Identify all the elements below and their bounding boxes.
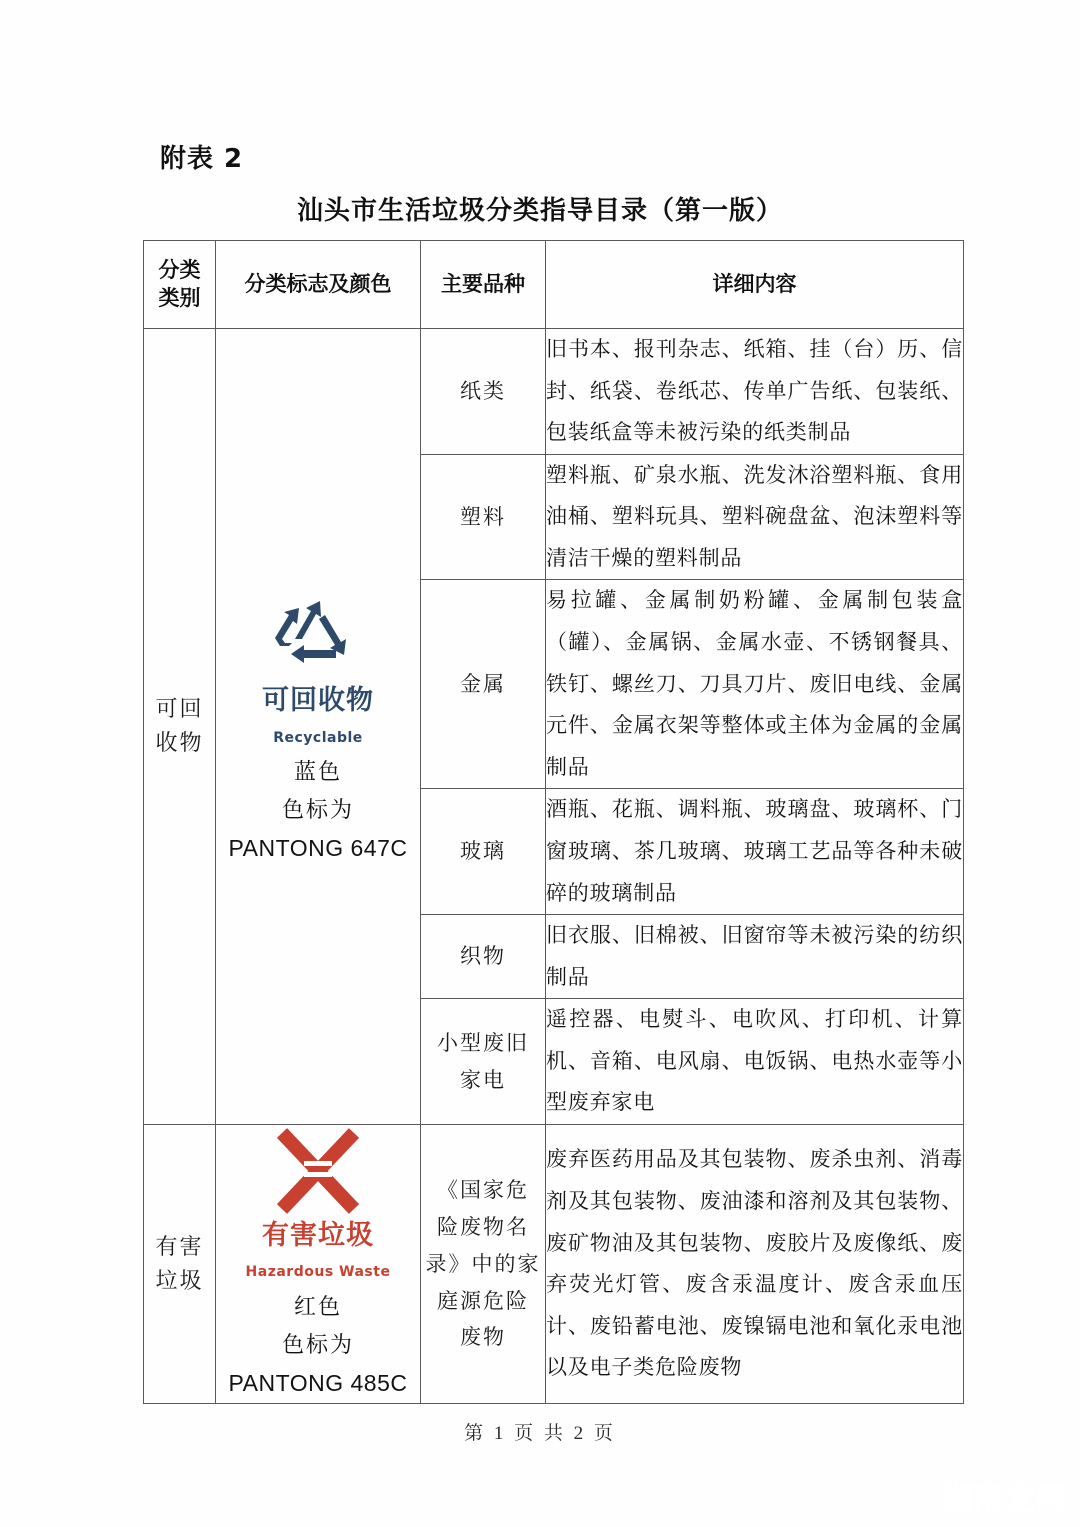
header-category — [144, 241, 216, 329]
kind-line: 纸类 — [460, 378, 506, 403]
mark-cell-recyclable — [216, 329, 421, 1125]
table-row — [144, 1124, 964, 1403]
header-category-line1: 分类 — [158, 257, 201, 282]
table-row — [144, 329, 964, 455]
detail-cell: 旧衣服、旧棉被、旧窗帘等未被污染的纺织制品 — [546, 915, 964, 999]
detail-cell: 易拉罐、金属制奶粉罐、金属制包装盒（罐）、金属锅、金属水壶、不锈钢餐具、铁钉、螺丝刀、刀具刀片、废旧电线、金属元件、金属衣架等整体或主体为金属的金属制品 — [546, 580, 964, 789]
detail-cell: 塑料瓶、矿泉水瓶、洗发沐浴塑料瓶、食用油桶、塑料玩具、塑料碗盘盆、泡沫塑料等清洁干燥的塑料制品 — [546, 454, 964, 580]
kind-line: 金属 — [460, 672, 506, 697]
detail-cell: 酒瓶、花瓶、调料瓶、玻璃盘、玻璃杯、门窗玻璃、茶几玻璃、玻璃工艺品等各种未破碎的玻璃制品 — [546, 789, 964, 915]
watermark — [942, 1481, 1066, 1517]
kind-line: 玻璃 — [460, 839, 506, 864]
color-spec — [216, 1288, 420, 1403]
attachment-label: 附表 2 — [160, 144, 244, 174]
mark-label-en: Recyclable — [273, 729, 363, 746]
color-spec — [216, 753, 420, 868]
kind-cell — [421, 1124, 546, 1403]
kind-cell — [421, 329, 546, 455]
category-line2: 垃圾 — [155, 1268, 204, 1294]
kind-cell — [421, 789, 546, 915]
header-main-kind: 主要品种 — [421, 241, 546, 329]
header-detail: 详细内容 — [546, 241, 964, 329]
page-footer: 第 1 页 共 2 页 — [464, 1423, 616, 1444]
recycling-arrows-icon — [216, 584, 420, 687]
kind-cell — [421, 580, 546, 789]
kind-line: 录》中的家 — [425, 1251, 541, 1276]
pantone-code: PANTONG 647C — [228, 835, 408, 862]
waste-classification-table — [143, 240, 964, 1404]
category-line2: 收物 — [155, 730, 204, 756]
kind-line: 小型废旧 — [437, 1030, 529, 1055]
kind-line: 废物 — [460, 1325, 506, 1350]
category-cell-hazardous — [144, 1124, 216, 1403]
pantone-code: PANTONG 485C — [228, 1369, 408, 1396]
kind-line: 《国家危 — [437, 1178, 529, 1203]
detail-cell: 遥控器、电熨斗、电吹风、打印机、计算机、音箱、电风扇、电饭锅、电热水壶等小型废弃家电 — [546, 999, 964, 1125]
mark-cell-hazardous — [216, 1124, 421, 1403]
category-line1: 可回 — [155, 696, 204, 722]
watermark-part2: 龙网 — [1004, 1481, 1066, 1517]
category-cell-recyclable — [144, 329, 216, 1125]
kind-line: 庭源危险 — [437, 1288, 529, 1313]
kind-cell — [421, 454, 546, 580]
hazardous-x-icon — [216, 1125, 420, 1222]
color-name: 红色 — [293, 1294, 342, 1320]
category-line1: 有害 — [155, 1234, 204, 1260]
kind-cell — [421, 999, 546, 1125]
watermark-part1: 湖南 — [942, 1481, 1004, 1517]
header-mark-and-color: 分类标志及颜色 — [216, 241, 421, 329]
header-category-line2: 类别 — [158, 285, 201, 310]
mark-label-cn: 可回收物 — [262, 685, 374, 717]
table-header-row — [144, 241, 964, 329]
detail-cell: 旧书本、报刊杂志、纸箱、挂（台）历、信封、纸袋、卷纸芯、传单广告纸、包装纸、包装纸盒等未被污染的纸类制品 — [546, 329, 964, 455]
kind-line: 家电 — [460, 1067, 506, 1092]
detail-cell: 废弃医药用品及其包装物、废杀虫剂、消毒剂及其包装物、废油漆和溶剂及其包装物、废矿物油及其包装物、废胶片及废像纸、废弃荧光灯管、废含汞温度计、废含汞血压计、废铅蓄电池、废镍镉电池和氧化汞电池以及电子类危险废物 — [546, 1124, 964, 1403]
color-name: 蓝色 — [293, 759, 342, 785]
kind-line: 织物 — [460, 944, 506, 969]
mark-label-en: Hazardous Waste — [245, 1264, 391, 1281]
page-title: 汕头市生活垃圾分类指导目录（第一版） — [296, 196, 783, 226]
kind-line: 塑料 — [460, 504, 506, 529]
mark-label-cn: 有害垃圾 — [262, 1219, 374, 1251]
kind-cell — [421, 915, 546, 999]
kind-line: 险废物名 — [437, 1215, 529, 1240]
color-label: 色标为 — [281, 1331, 354, 1357]
color-label: 色标为 — [281, 797, 354, 823]
